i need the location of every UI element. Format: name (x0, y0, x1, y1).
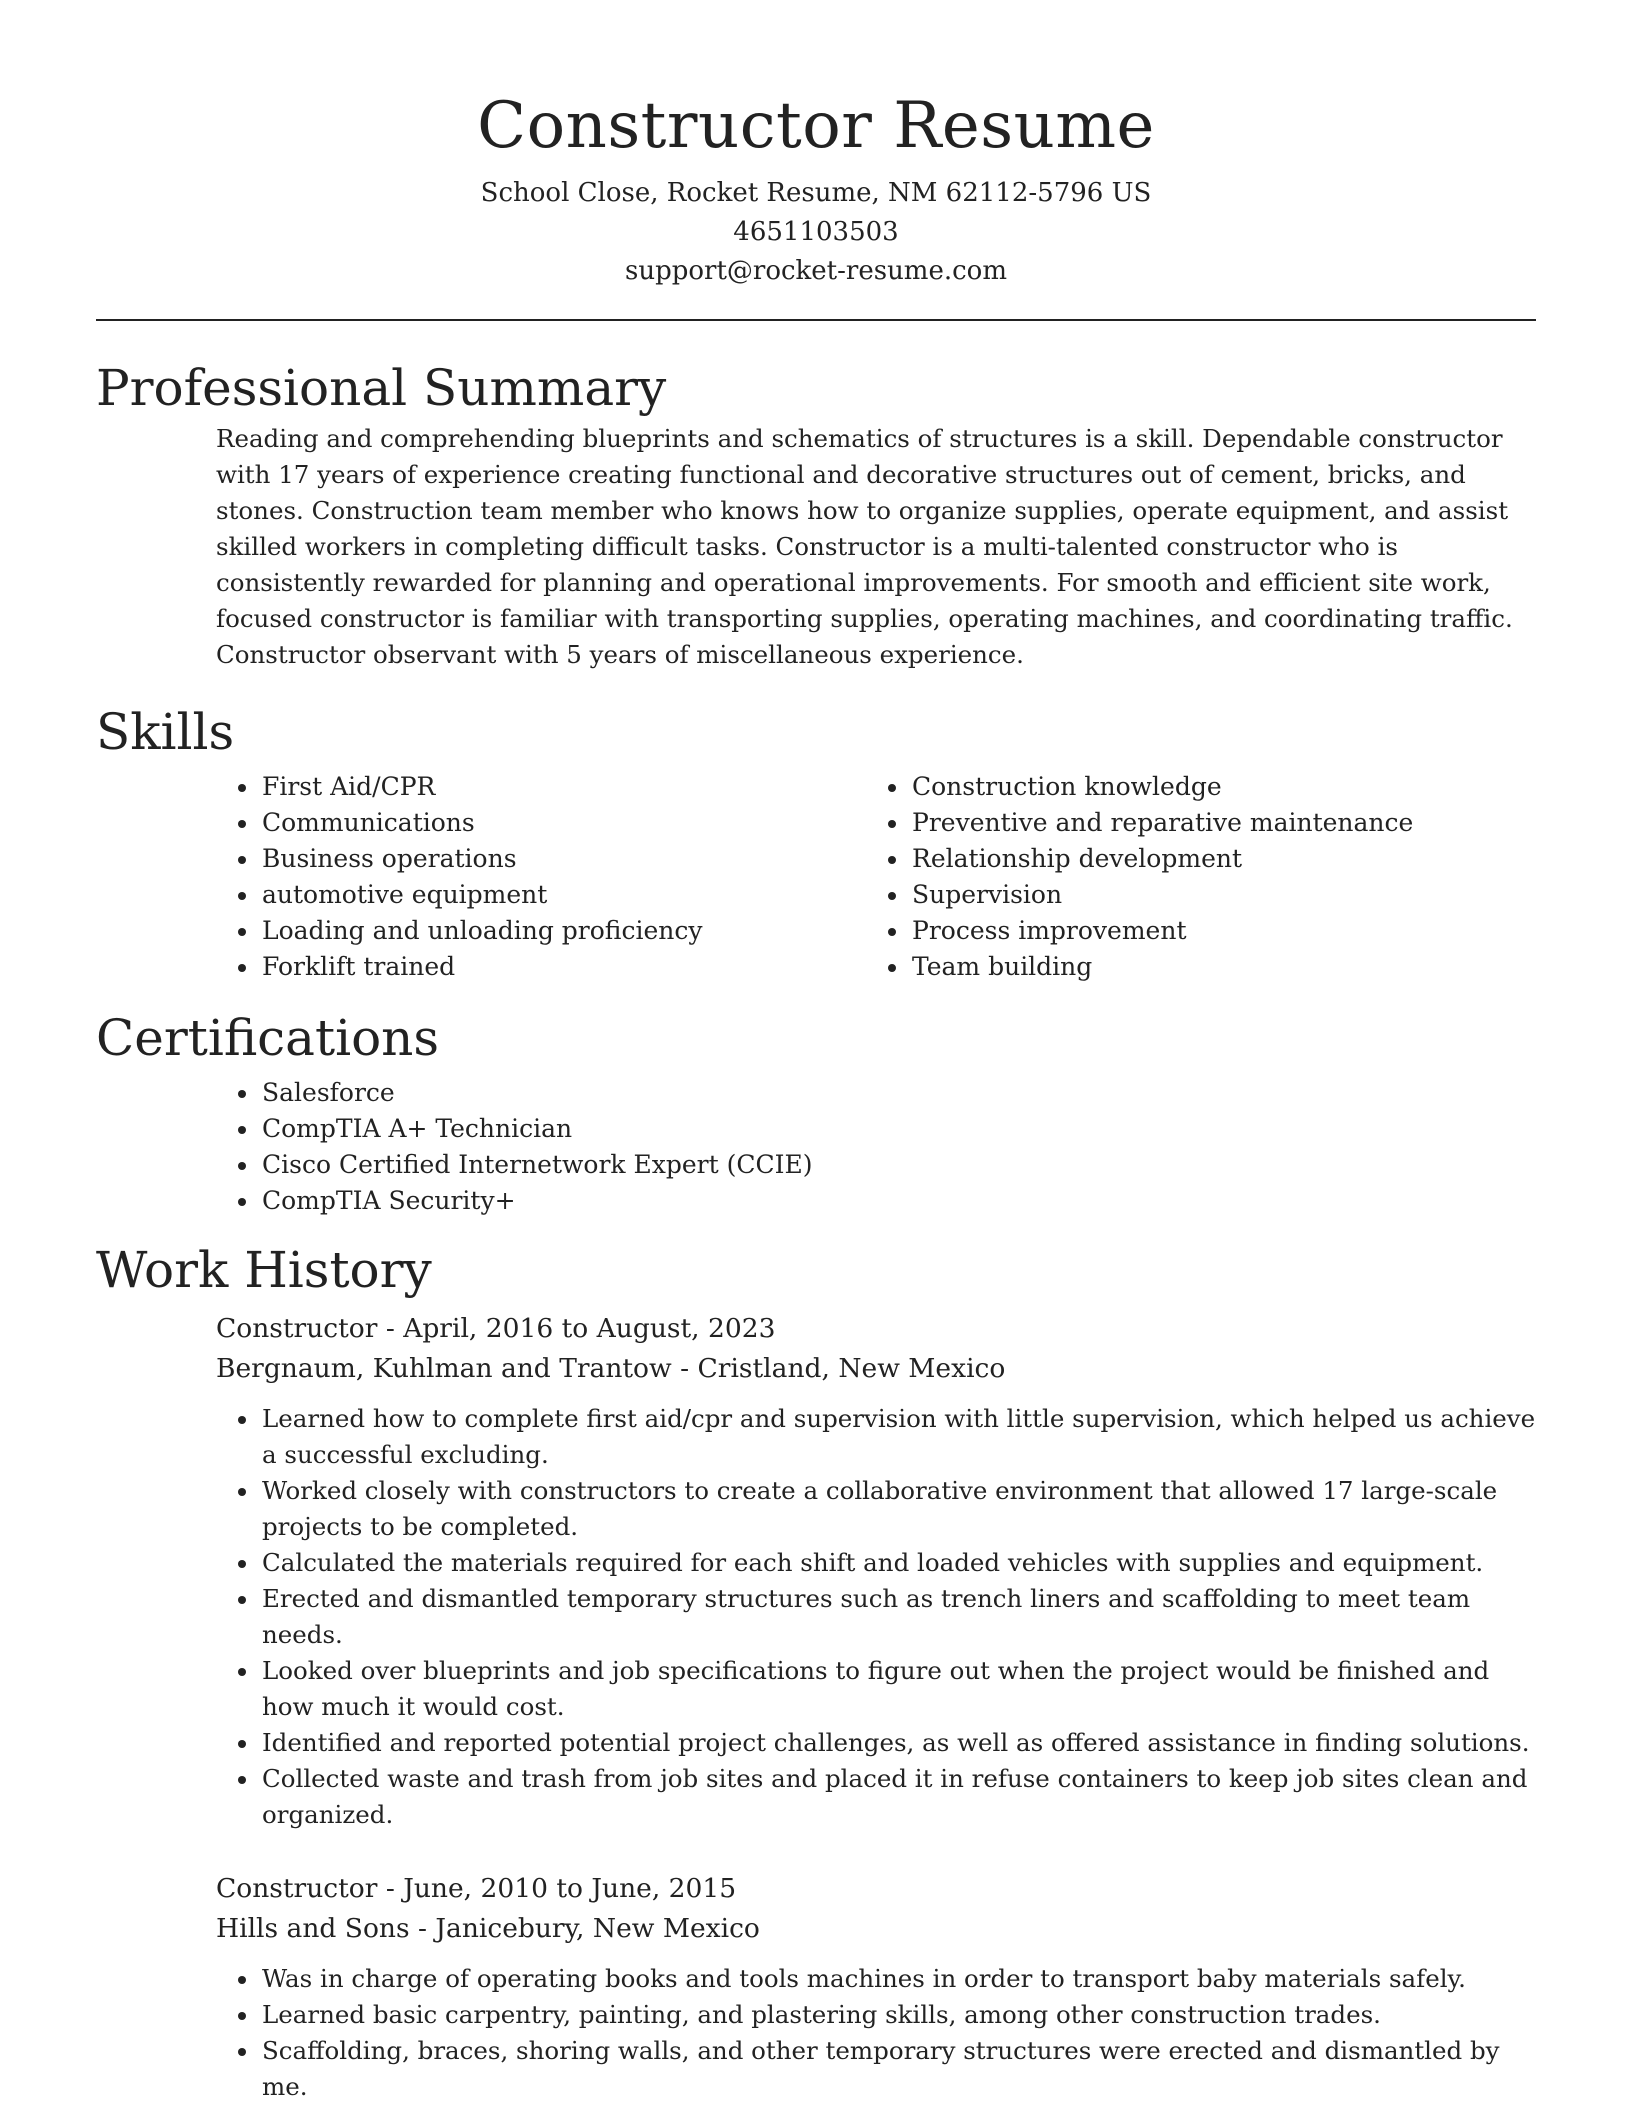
resume-title: Constructor Resume (477, 89, 1155, 163)
job-bullet: • Collected waste and trash from job sites and placed it in refuse containers to keep job sites clean and organized. (260, 1761, 1536, 1833)
skill-item: • Supervision (910, 877, 1413, 913)
summary-text: Reading and comprehending blueprints and schematics of structures is a skill. Dependable constructor with 17 years of experience creating functional and decorative structures out of cement, bricks, and stones. Construction team member who knows how to organize supplies, operate equipment, and assist skilled workers in completing difficult tasks. Constructor is a multi-talented constructor who is consistently rewarded for planning and operational improvements. For smooth and efficient site work, focused constructor is familiar with transporting supplies, operating machines, and coordinating traffic. Constructor observant with 5 years of miscellaneous experience. (216, 424, 1513, 669)
job-bullet: • Learned basic carpentry, painting, and plastering skills, among other construction trades. (260, 1997, 1536, 2033)
skills-column-right (866, 769, 1413, 985)
job-company-line (216, 1349, 1536, 1389)
job-bullet: • Scaffolding, braces, shoring walls, and other temporary structures were erected and dismantled by me. (260, 2033, 1536, 2105)
job-company: Bergnaum, Kuhlman and Trantow (216, 1353, 672, 1384)
resume-page (96, 0, 1536, 2105)
job-bullets (216, 1961, 1536, 2105)
job-dates: - June, 2010 to June, 2015 (377, 1873, 737, 1904)
job-company: Hills and Sons (216, 1913, 410, 1944)
skill-item: • Process improvement (910, 913, 1413, 949)
job-bullet: • Identified and reported potential project challenges, as well as offered assistance in finding solutions. (260, 1725, 1536, 1761)
certification-item: • Cisco Certified Internetwork Expert (CCIE) (260, 1147, 1536, 1183)
skill-item: • Loading and unloading proficiency (260, 913, 866, 949)
skill-item: • automotive equipment (260, 877, 866, 913)
job-title-line (216, 1869, 1536, 1909)
summary-heading: Professional Summary (96, 359, 667, 417)
skill-item: • Communications (260, 805, 866, 841)
job-bullet: • Erected and dismantled temporary structures such as trench liners and scaffolding to meet team needs. (260, 1581, 1536, 1653)
summary-section (96, 357, 1536, 673)
job-entry (216, 1309, 1536, 1833)
skills-section (96, 701, 1536, 985)
skills-heading: Skills (96, 703, 235, 761)
skill-item: • First Aid/CPR (260, 769, 866, 805)
certifications-heading: Certifications (96, 1009, 440, 1067)
skill-item: • Team building (910, 949, 1413, 985)
job-bullets (216, 1401, 1536, 1833)
certifications-section (96, 1007, 1536, 1219)
work-history-heading: Work History (96, 1241, 432, 1299)
skill-item: • Relationship development (910, 841, 1413, 877)
job-entry (216, 1869, 1536, 2105)
skill-item: • Preventive and reparative maintenance (910, 805, 1413, 841)
contact-email: support@rocket-resume.com (624, 256, 1007, 286)
skills-column-left (216, 769, 866, 985)
work-history-section (96, 1239, 1536, 2105)
skill-item: • Forklift trained (260, 949, 866, 985)
job-location: - Janicebury, New Mexico (409, 1913, 760, 1944)
contact-address: School Close, Rocket Resume, NM 62112-5796 US (480, 178, 1152, 208)
job-bullet: • Learned how to complete first aid/cpr and supervision with little supervision, which helped us achieve a successful excluding. (260, 1401, 1536, 1473)
certification-item: • Salesforce (260, 1075, 1536, 1111)
job-bullet: • Worked closely with constructors to create a collaborative environment that allowed 17 large-scale projects to be completed. (260, 1473, 1536, 1545)
job-title-line (216, 1309, 1536, 1349)
job-bullet: • Looked over blueprints and job specifications to figure out when the project would be finished and how much it would cost. (260, 1653, 1536, 1725)
header-divider (96, 319, 1536, 321)
job-bullet: • Was in charge of operating books and tools machines in order to transport baby materials safely. (260, 1961, 1536, 1997)
job-dates: - April, 2016 to August, 2023 (377, 1313, 776, 1344)
skill-item: • Construction knowledge (910, 769, 1413, 805)
job-position: Constructor (216, 1873, 378, 1904)
resume-header (96, 0, 1536, 291)
job-bullet: • Calculated the materials required for each shift and loaded vehicles with supplies and equipment. (260, 1545, 1536, 1581)
job-company-line (216, 1909, 1536, 1949)
contact-phone: 4651103503 (733, 217, 899, 247)
certification-item: • CompTIA Security+ (260, 1183, 1536, 1219)
job-position: Constructor (216, 1313, 378, 1344)
contact-info (96, 174, 1536, 291)
skill-item: • Business operations (260, 841, 866, 877)
job-location: - Cristland, New Mexico (671, 1353, 1006, 1384)
skills-columns (216, 769, 1536, 985)
certification-item: • CompTIA A+ Technician (260, 1111, 1536, 1147)
certifications-list (216, 1075, 1536, 1219)
